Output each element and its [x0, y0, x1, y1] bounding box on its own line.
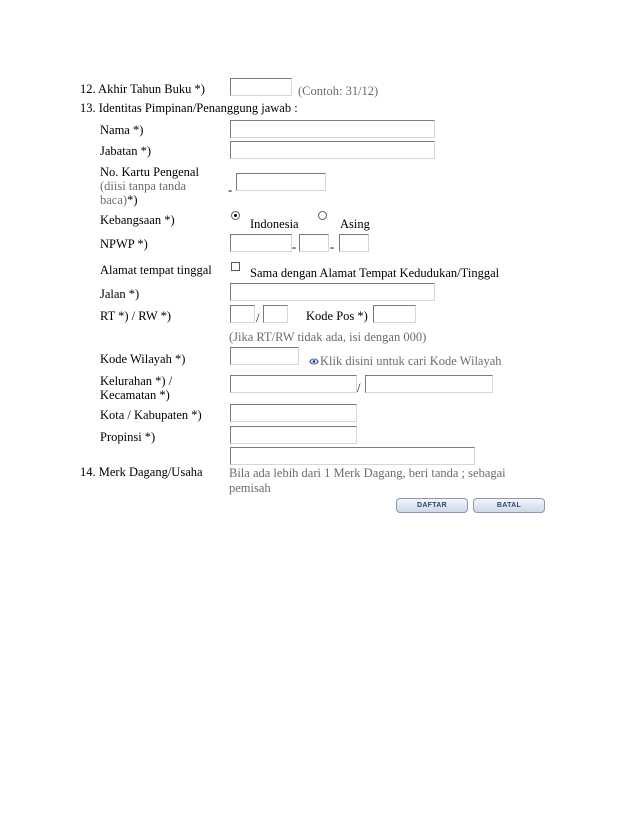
cari-kode-wilayah-link[interactable]: [309, 354, 502, 369]
identitas-pimpinan-heading: 13. Identitas Pimpinan/Penanggung jawab :: [80, 101, 298, 115]
kota-kabupaten-label: Kota / Kabupaten *): [100, 408, 202, 422]
akhir-tahun-buku-label: 12. Akhir Tahun Buku *): [80, 82, 205, 96]
rt-rw-label: RT *) / RW *): [100, 309, 172, 323]
nama-label: Nama *): [100, 123, 144, 137]
jalan-label: Jalan *): [100, 287, 140, 301]
indonesia-option-label: Indonesia: [250, 217, 299, 231]
kode-wilayah-input[interactable]: [230, 347, 299, 365]
npwp-separator-2: -: [330, 240, 335, 254]
alamat-tinggal-label: Alamat tempat tinggal: [100, 263, 212, 277]
kartu-pengenal-separator: -: [228, 183, 233, 197]
kartu-pengenal-required: *): [127, 193, 138, 207]
asing-option-label: Asing: [340, 217, 370, 231]
merk-dagang-label: 14. Merk Dagang/Usaha: [80, 465, 203, 479]
kartu-pengenal-hint-end: baca): [100, 193, 128, 207]
cari-kode-wilayah-text[interactable]: Klik disini untuk cari Kode Wilayah: [320, 354, 502, 368]
merk-dagang-hint-line2: pemisah: [229, 481, 271, 495]
rt-input[interactable]: [230, 305, 255, 323]
propinsi-input[interactable]: [230, 426, 357, 444]
rt-rw-hint: (Jika RT/RW tidak ada, isi dengan 000): [229, 330, 427, 344]
indonesia-radio[interactable]: [231, 211, 240, 220]
kota-kabupaten-input[interactable]: [230, 404, 357, 422]
batal-button[interactable]: BATAL: [473, 498, 545, 513]
merk-dagang-input[interactable]: [230, 447, 475, 465]
kebangsaan-label: Kebangsaan *): [100, 213, 175, 227]
akhir-tahun-buku-input[interactable]: [230, 78, 292, 96]
propinsi-label: Propinsi *): [100, 430, 156, 444]
jalan-input[interactable]: [230, 283, 435, 301]
kelurahan-label: Kelurahan *) /: [100, 374, 173, 388]
merk-dagang-hint-line1: Bila ada lebih dari 1 Merk Dagang, beri tanda ; sebagai: [229, 466, 506, 480]
kartu-pengenal-hint-line2: [100, 193, 137, 208]
sama-alamat-checkbox[interactable]: [231, 262, 240, 271]
kecamatan-label: Kecamatan *): [100, 388, 170, 402]
jabatan-label: Jabatan *): [100, 144, 152, 158]
npwp-input-2[interactable]: [299, 234, 329, 252]
kode-wilayah-label: Kode Wilayah *): [100, 352, 186, 366]
sama-alamat-label: Sama dengan Alamat Tempat Kedudukan/Tinggal: [250, 266, 500, 280]
kartu-pengenal-label: No. Kartu Pengenal: [100, 165, 199, 179]
rt-rw-separator: /: [256, 311, 260, 325]
kecamatan-input[interactable]: [365, 375, 493, 393]
npwp-label: NPWP *): [100, 237, 148, 251]
kode-pos-label: Kode Pos *): [306, 309, 368, 323]
daftar-button[interactable]: DAFTAR: [396, 498, 468, 513]
npwp-input-3[interactable]: [339, 234, 369, 252]
kelurahan-input[interactable]: [230, 375, 357, 393]
kartu-pengenal-hint: (diisi tanpa tanda: [100, 179, 187, 193]
nama-input[interactable]: [230, 120, 435, 138]
rw-input[interactable]: [263, 305, 288, 323]
jabatan-input[interactable]: [230, 141, 435, 159]
kode-pos-input[interactable]: [373, 305, 416, 323]
npwp-input-1[interactable]: [230, 234, 292, 252]
eye-icon: [309, 358, 319, 365]
npwp-separator-1: -: [292, 240, 297, 254]
akhir-tahun-buku-example: (Contoh: 31/12): [298, 84, 379, 98]
kartu-pengenal-input[interactable]: [236, 173, 326, 191]
kelurahan-kecamatan-separator: /: [357, 381, 361, 395]
asing-radio[interactable]: [318, 211, 327, 220]
